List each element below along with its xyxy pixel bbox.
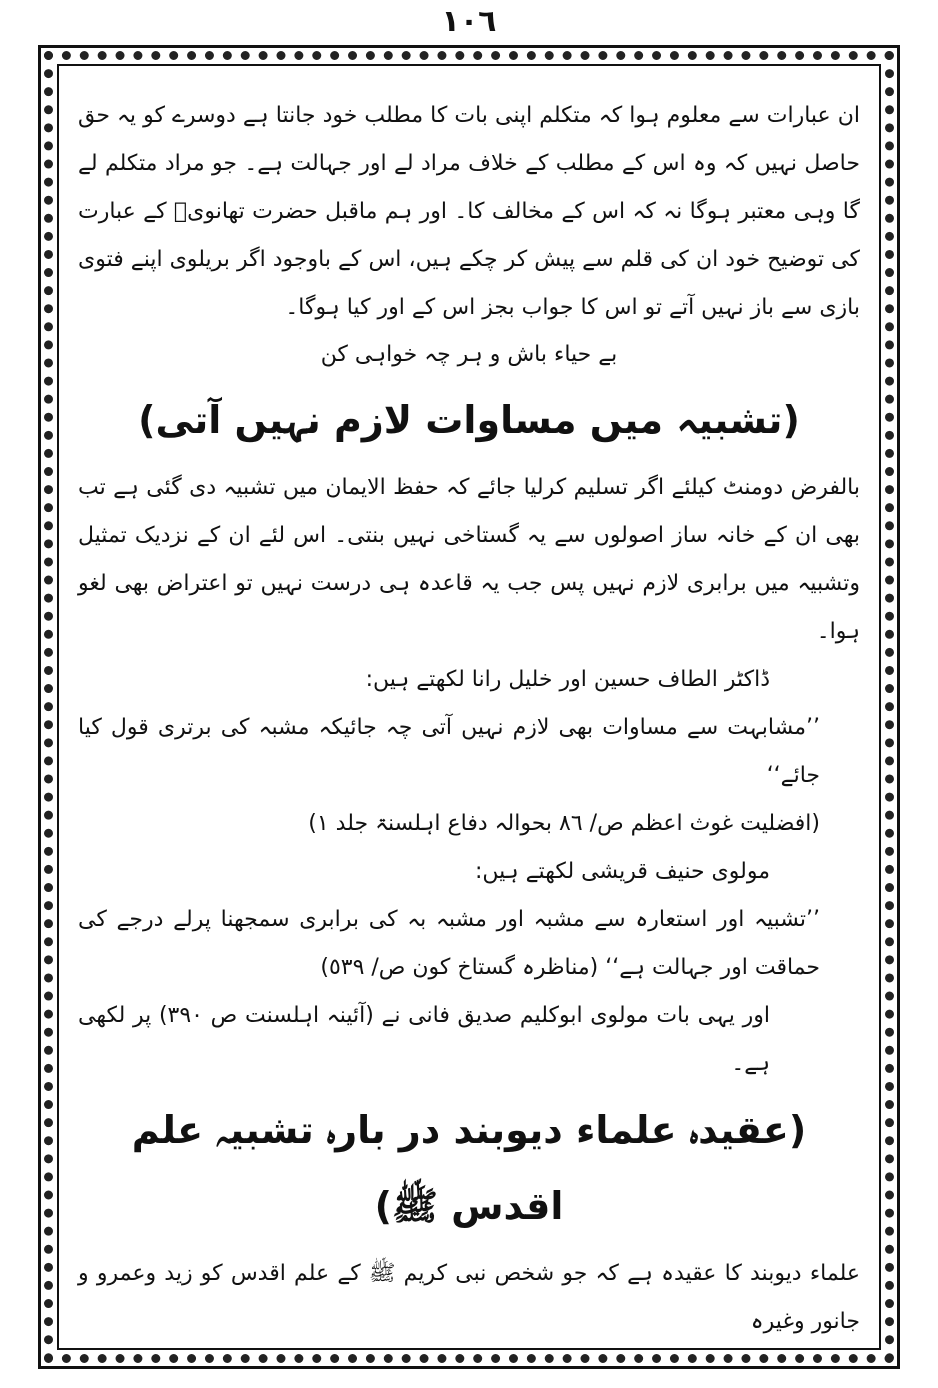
quote-altaf: ’’مشابہت سے مساوات بھی لازم نہیں آتی چہ جائیکہ مشبہ کی برتری قول کیا جائے‘‘ [78,715,820,788]
section-heading-tashbih: (تشبیہ میں مساوات لازم نہیں آتی) [138,398,800,442]
section-heading-aqeeda: (عقیدہ علماء دیوبند در بارہ تشبیہ علم اقدس ﷺ) [131,1108,807,1228]
page-number: ١٠٦ [441,4,497,39]
paragraph-intro: ان عبارات سے معلوم ہوا کہ متکلم اپنی بات کا مطلب خود جانتا ہے دوسرے کو یہ حق حاصل نہیں کہ وہ اس کے مطلب کے خلاف مراد لے اور جہالت ہے۔ جو مراد متکلم لے گا وہی معتبر ہوگا نہ کہ اس کے مخالف کا۔ اور ہم ماقبل حضرت تھانویؒ کے عبارت کی توضیح خود ان کی قلم سے پیش کر چکے ہیں، اس کے باوجود اگر بریلوی اپنے فتوی بازی سے باز نہیں آتے تو اس کا جواب بجز اس کے اور کیا ہوگا۔ [78,103,860,320]
persian-verse: بے حیاء باش و ہر چہ خواہی کن [320,342,618,367]
paragraph-aqeeda: علماء دیوبند کا عقیدہ ہے کہ جو شخص نبی کریم ﷺ کے علم اقدس کو زید وعمرو و جانور وغیرہ [78,1261,860,1334]
citation-intro-hanif: مولوی حنیف قریشی لکھتے ہیں: [474,859,770,884]
paragraph-abukaleem: اور یہی بات مولوی ابوکلیم صدیق فانی نے (آئینہ اہلسنت ص ٣٩٠) پر لکھی ہے۔ [78,1003,770,1076]
paragraph-tashbih: بالفرض دومنٹ کیلئے اگر تسلیم کرلیا جائے کہ حفظ الایمان میں تشبیہ دی گئی ہے تب بھی ان کے خانہ ساز اصولوں سے یہ گستاخی نہیں بنتی۔ اس لئے ان کے نزدیک تمثیل وتشبیہ میں برابری لازم نہیں پس جب یہ قاعدہ ہی درست نہیں تو اعتراض بھی لغو ہوا۔ [78,475,860,644]
citation-intro-altaf: ڈاکٹر الطاف حسین اور خلیل رانا لکھتے ہیں: [365,667,770,692]
page-content [78,92,860,1346]
quote-hanif: ’’تشبیہ اور استعارہ سے مشبہ اور مشبہ بہ کی برابری سمجھنا پرلے درجے کی حماقت اور جہالت ہے‘‘ (مناظرہ گستاخ کون ص/ ٥٣٩) [78,907,820,980]
reference-altaf: (افضلیت غوث اعظم ص/ ٨٦ بحوالہ دفاع اہلسنۃ جلد ١) [308,811,820,836]
